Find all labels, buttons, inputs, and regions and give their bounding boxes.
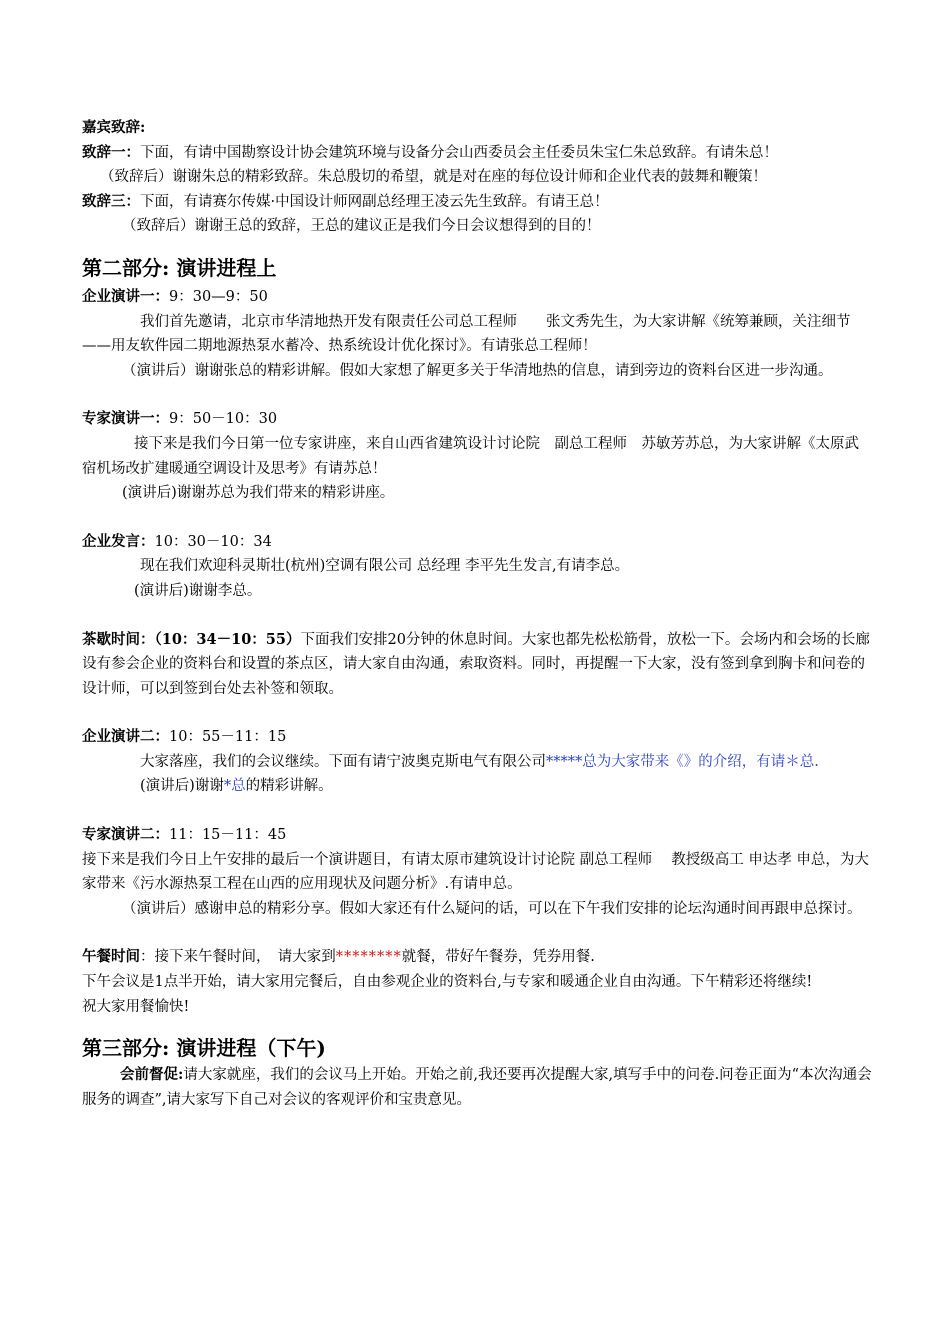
ent2-heading — [82, 725, 872, 750]
tea-time: （10：34－10：55） — [154, 630, 301, 648]
tea-label: 茶歇时间： — [82, 630, 155, 648]
exp1-label: 专家演讲一： — [82, 410, 169, 428]
exp1-time: 9：50－10：30 — [169, 411, 278, 428]
ent2-after — [82, 774, 872, 799]
ent1-time: 9：30—9：50 — [169, 288, 268, 305]
speech3-paragraph — [82, 190, 872, 215]
tea-text: 下面我们安排20分钟的休息时间。大家也都先松松筋骨，放松一下。会场内和会场的长廊设有参会企业的资料台和设置的茶点区，请大家自由沟通，索取资料。同时，再提醒一下大家，没有签到拿到胸卡和问卷的设计师，可以到签到台处去补签和领取。 — [82, 631, 870, 697]
speech1-after: （致辞后）谢谢朱总的精彩致辞。朱总殷切的希望，就是对在座的每位设计师和企业代表的鼓舞和鞭策！ — [100, 169, 767, 186]
lunch-label: 午餐时间 — [82, 948, 140, 966]
part2-title: 第二部分: 演讲进程上 — [82, 255, 277, 280]
ent2-after-c: 的精彩讲解。 — [245, 778, 333, 795]
corp-time: 10：30－10：34 — [154, 533, 272, 550]
exp1-text: 接下来是我们今日第一位专家讲座，来自山西省建筑设计讨论院 副总工程师 苏敏芳苏总，为大家讲解《太原武宿机场改扩建暖通空调设计及思考》有请苏总！ — [82, 435, 859, 477]
ent2-text-b: *****总为大家带来《》的介绍，有请＊总. — [546, 753, 819, 770]
exp1-heading — [82, 407, 872, 432]
afternoon-note: 下午会议是1点半开始，请大家用完餐后，自由参观企业的资料台,与专家和暖通企业自由沟通。下午精彩还将继续! — [82, 974, 813, 991]
ent1-text: 我们首先邀请，北京市华清地热开发有限责任公司总工程师 张文秀先生，为大家讲解《统筹兼顾，关注细节——用友软件园二期地源热泵水蓄冷、热系统设计优化探讨》。有请张总工程师！ — [82, 313, 851, 355]
exp2-heading — [82, 823, 872, 848]
tea-paragraph — [82, 628, 872, 702]
speech3-label: 致辞三： — [82, 192, 140, 210]
speech3-after: （致辞后）谢谢王总的致辞，王总的建议正是我们今日会议想得到的目的！ — [122, 218, 601, 235]
part3-title: 第三部分: 演讲进程（下午) — [82, 1036, 326, 1061]
speech1-label: 致辞一： — [82, 143, 140, 161]
exp2-text: 接下来是我们今日上午安排的最后一个演讲题目，有请太原市建筑设计讨论院 副总工程师 教授级高工 申达孝 申总，为大家带来《污水源热泵工程在山西的应用现状及问题分析》.有请申总。 — [82, 851, 869, 893]
reminder-text: 请大家就座，我们的会议马上开始。开始之前,我还要再次提醒大家,填写手中的问卷.问卷正面为“本次沟通会服务的调查”,请大家写下自己对会议的客观评价和宝贵意见。 — [82, 1067, 872, 1108]
lunch-colon: ： — [140, 949, 155, 966]
ent1-after: （演讲后）谢谢张总的精彩讲解。假如大家想了解更多关于华清地热的信息，请到旁边的资料台区进一步沟通。 — [122, 362, 833, 379]
guest-heading: 嘉宾致辞: — [82, 119, 146, 136]
corp-heading — [82, 530, 872, 555]
document-page — [82, 116, 872, 1112]
lunch-paragraph — [82, 945, 872, 970]
ent2-text — [82, 750, 872, 775]
speech1-text: 下面，有请中国勘察设计协会建筑环境与设备分会山西委员会主任委员朱宝仁朱总致辞。有请朱总！ — [140, 144, 778, 161]
lunch-text-a: 接下来午餐时间， 请大家到 — [154, 949, 336, 966]
exp2-after: （演讲后）感谢申总的精彩分享。假如大家还有什么疑问的话，可以在下午我们安排的论坛沟通时间再跟申总探讨。 — [122, 900, 862, 917]
exp2-label: 专家演讲二： — [82, 826, 169, 844]
corp-text: 现在我们欢迎科灵斯壮(杭州)空调有限公司 总经理 李平先生发言,有请李总。 — [140, 558, 630, 575]
corp-label: 企业发言： — [82, 532, 155, 550]
corp-after: (演讲后)谢谢李总。 — [134, 582, 262, 599]
lunch-text-b: 就餐，带好午餐券，凭券用餐. — [401, 949, 595, 966]
ent2-text-a: 大家落座，我们的会议继续。下面有请宁波奥克斯电气有限公司 — [140, 753, 546, 770]
lunch-stars: ******** — [335, 949, 402, 966]
ent2-after-b: *总 — [223, 778, 246, 795]
exp2-time: 11：15－11：45 — [169, 827, 287, 844]
enjoy-text: 祝大家用餐愉快! — [82, 998, 190, 1015]
speech3-text: 下面，有请赛尔传媒·中国设计师网副总经理王凌云先生致辞。有请王总！ — [140, 193, 609, 210]
ent2-after-a: (演讲后)谢谢 — [140, 778, 224, 795]
speech1-paragraph — [82, 141, 872, 166]
ent1-heading — [82, 285, 872, 310]
reminder-paragraph — [82, 1063, 872, 1112]
reminder-label: 会前督促: — [120, 1066, 184, 1084]
ent2-time: 10：55－11：15 — [169, 729, 287, 746]
ent1-label: 企业演讲一： — [82, 287, 169, 305]
exp1-after: (演讲后)谢谢苏总为我们带来的精彩讲座。 — [122, 485, 395, 502]
ent2-label: 企业演讲二： — [82, 728, 169, 746]
